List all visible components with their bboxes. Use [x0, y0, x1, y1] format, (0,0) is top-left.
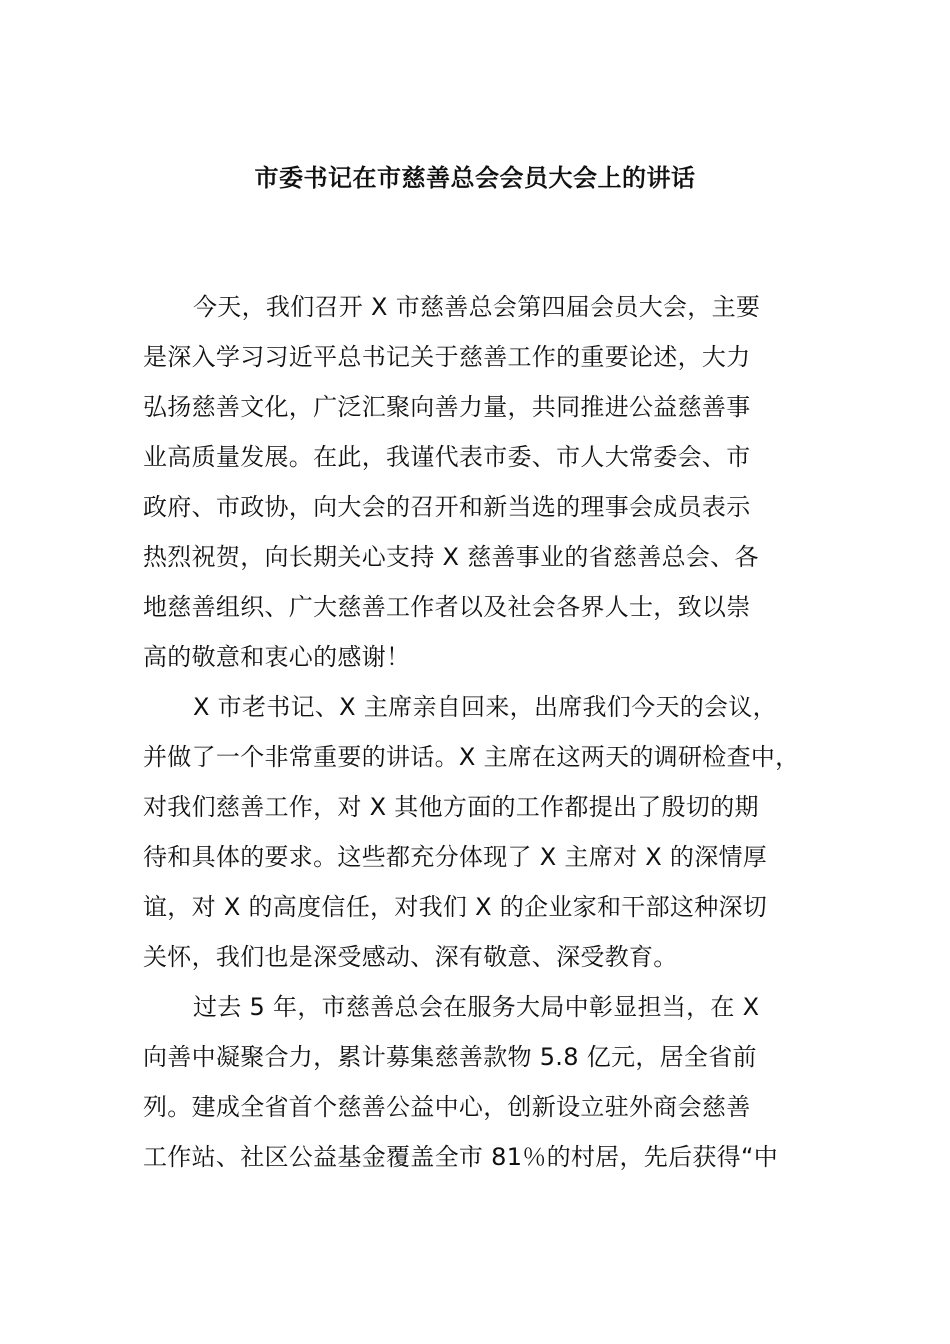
- paragraph-3: [143, 982, 813, 1182]
- document-body: [143, 282, 813, 1182]
- text-line: 过去 5 年，市慈善总会在服务大局中彰显担当，在 X: [193, 993, 760, 1021]
- text-line: 政府、市政协，向大会的召开和新当选的理事会成员表示: [143, 493, 751, 521]
- text-line: 是深入学习习近平总书记关于慈善工作的重要论述，大力: [143, 343, 751, 371]
- text-line: 热烈祝贺，向长期关心支持 X 慈善事业的省慈善总会、各: [143, 543, 759, 571]
- text-line: 向善中凝聚合力，累计募集慈善款物 5.8 亿元，居全省前: [143, 1043, 757, 1071]
- text-line: 工作站、社区公益基金覆盖全市 81％的村居，先后获得“中: [143, 1143, 778, 1171]
- text-line: 并做了一个非常重要的讲话。X 主席在这两天的调研检查中，: [143, 743, 800, 771]
- document-title: 市委书记在市慈善总会会员大会上的讲话: [254, 164, 696, 192]
- text-line: 高的敬意和衷心的感谢！: [143, 643, 411, 671]
- paragraph-1: [143, 282, 813, 682]
- text-line: X 市老书记、X 主席亲自回来，出席我们今天的会议，: [193, 693, 777, 721]
- text-line: 今天，我们召开 X 市慈善总会第四届会员大会，主要: [193, 293, 761, 321]
- text-line: 谊，对 X 的高度信任，对我们 X 的企业家和干部这种深切: [143, 893, 768, 921]
- text-line: 对我们慈善工作，对 X 其他方面的工作都提出了殷切的期: [143, 793, 759, 821]
- text-line: 业高质量发展。在此，我谨代表市委、市人大常委会、市: [143, 443, 751, 471]
- text-line: 列。建成全省首个慈善公益中心，创新设立驻外商会慈善: [143, 1093, 751, 1121]
- text-line: 待和具体的要求。这些都充分体现了 X 主席对 X 的深情厚: [143, 843, 768, 871]
- text-line: 弘扬慈善文化，广泛汇聚向善力量，共同推进公益慈善事: [143, 393, 751, 421]
- text-line: 地慈善组织、广大慈善工作者以及社会各界人士，致以崇: [143, 593, 751, 621]
- text-line: 关怀，我们也是深受感动、深有敬意、深受教育。: [143, 943, 678, 971]
- paragraph-2: [143, 682, 813, 982]
